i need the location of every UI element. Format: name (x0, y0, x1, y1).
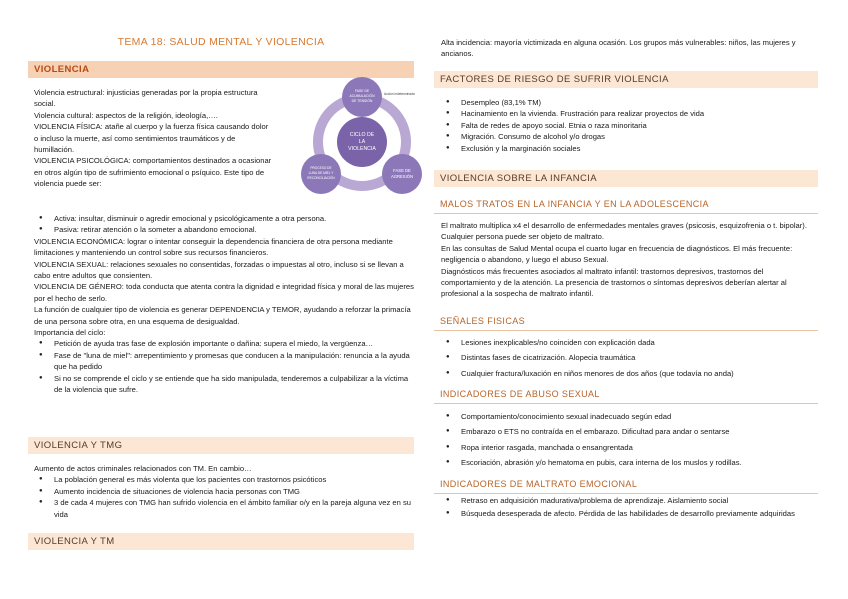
list-item: ● Desempleo (83,1% TM) (441, 97, 819, 108)
list-item: ● Activa: insultar, disminuir o agredir emocional y psicológicamente a otra persona. (34, 213, 414, 224)
list-item: ● Petición de ayuda tras fase de explosión importante o dañina: supera el miedo, la vergüenza… (34, 338, 414, 349)
paragraph: VIOLENCIA ECONÓMICA: lograr o intentar conseguir la dependencia financiera de otra persona mediante limitaciones y manteniendo un control sobre sus recursos financieros. (34, 236, 393, 258)
abuso-list (441, 411, 819, 469)
list-item: ● Si no se comprende el ciclo y se entiende que ha sido manipulada, tenderemos a culpabilizar a la víctima de la violencia que sufre. (34, 373, 414, 396)
tmg-list (34, 474, 414, 520)
list-item: ● Retraso en adquisición madurativa/problema de aprendizaje. Aislamiento social (441, 495, 819, 506)
paragraph: El maltrato multiplica x4 el desarrollo de enfermedades mentales graves (psicosis, esquizofrenia o t. bipolar). Cualquier persona puede ser objeto de maltrato. (441, 221, 807, 242)
section-heading-factores: FACTORES DE RIESGO DE SUFRIR VIOLENCIA (434, 71, 818, 88)
list-item: ● Búsqueda desesperada de afecto. Pérdida de las habilidades de desarrollo previamente adquiridas (441, 508, 819, 519)
paragraph: La función de cualquier tipo de violencia es generar DEPENDENCIA y TEMOR, ayudando a reforzar la primacía de una persona sobre otra, en una esquema de desigualdad. (34, 305, 411, 326)
paragraph: En las consultas de Salud Mental ocupa el cuarto lugar en frecuencia de diagnósticos. El más frecuente: negligencia o abandono, y luego el abuso Sexual. (441, 243, 793, 265)
factores-list (441, 97, 819, 154)
cycle-note: Acción indeterminada (384, 92, 415, 96)
list-item: ● Ropa interior rasgada, manchada o ensangrentada (441, 442, 819, 453)
section-heading-tmg: VIOLENCIA Y TMG (28, 437, 414, 454)
list-item: ● Hacinamiento en la vivienda. Frustración para realizar proyectos de vida (441, 108, 819, 119)
psicologica-list (34, 213, 414, 236)
list-item: ● Comportamiento/conocimiento sexual inadecuado según edad (441, 411, 819, 422)
list-item: ● Exclusión y la marginación sociales (441, 143, 819, 154)
paragraph: VIOLENCIA PSICOLÓGICA: comportamientos destinados a ocasionar en otros algún tipo de sufrimiento emocional o psíquico. Este tipo de violencia puede ser: (34, 156, 272, 189)
list-item: ● Fase de "luna de miel": arrepentimiento y promesas que conducen a la manipulación: renuncia a la ayuda que ha pedido (34, 350, 414, 373)
section-heading-violencia: VIOLENCIA (28, 61, 414, 78)
cycle-center-text: VIOLENCIA (348, 146, 376, 152)
subheading-senales: SEÑALES FISICAS (434, 314, 818, 331)
cycle-diagram (298, 76, 428, 202)
factores-body (441, 97, 819, 154)
paragraph: VIOLENCIA SEXUAL: relaciones sexuales no consentidas, forzadas o impuestas al otro, incluso si se llevan a cabo entre adultos que consienten. (34, 259, 404, 281)
subheading-abuso: INDICADORES DE ABUSO SEXUAL (434, 387, 818, 404)
senales-body (441, 337, 819, 379)
cycle-top-text: DE TENSIÓN (351, 99, 373, 103)
paragraph: VIOLENCIA FÍSICA: atañe al cuerpo y la fuerza física causando dolor o incluso la muerte, así como sentimientos traumáticos y de humillación. (34, 122, 269, 155)
cycle-top-text: FASE DE (354, 89, 370, 93)
cycle-top-text: ACUMULACIÓN (349, 94, 375, 98)
cycle-center-text: LA (358, 139, 366, 145)
paragraph: Aumento de actos criminales relacionados con TM. En cambio… (34, 464, 252, 473)
list-item: ● Aumento incidencia de situaciones de violencia hacia personas con TMG (34, 486, 414, 497)
abuso-body (441, 411, 819, 469)
section-heading-infancia: VIOLENCIA SOBRE LA INFANCIA (434, 170, 818, 187)
list-item: ● 3 de cada 4 mujeres con TMG han sufrido violencia en el ámbito familiar o/y en la pareja alguna vez en su vida (34, 497, 414, 520)
paragraph: Alta incidencia: mayoría victimizada en alguna ocasión. Los grupos más vulnerables: niños, las mujeres y ancianos. (441, 38, 796, 59)
tmg-body (34, 463, 414, 520)
paragraph: Diagnósticos más frecuentes asociados al maltrato infantil: trastornos depresivos, trastornos del comportamiento y de la atención. La presencia de trastornos o síntomas depresivos deberían alertar al profesional a la sospecha de maltrato infantil. (441, 266, 787, 299)
paragraph: Violencia estructural: injusticias generadas por la propia estructura social. (34, 88, 258, 109)
cycle-right-text: AGRESIÓN (390, 174, 414, 179)
violencia-body (34, 213, 414, 396)
maltratos-body (441, 220, 819, 300)
list-item: ● Cualquier fractura/luxación en niños menores de dos años (que todavía no anda) (441, 368, 819, 379)
right-intro (441, 37, 819, 60)
list-item: ● Migración. Consumo de alcohol y/o drogas (441, 131, 819, 142)
paragraph: Violencia cultural: aspectos de la religión, ideología,…. (34, 110, 218, 120)
violencia-intro (34, 87, 274, 190)
senales-list (441, 337, 819, 379)
cycle-center-text: CICLO DE (349, 132, 375, 138)
list-item: ● Lesiones inexplicables/no coinciden con explicación dada (441, 337, 819, 348)
list-item: ● Embarazo o ETS no contraída en el embarazo. Dificultad para andar o sentarse (441, 426, 819, 437)
subheading-emocional: INDICADORES DE MALTRATO EMOCIONAL (434, 477, 818, 494)
list-item: ● Distintas fases de cicatrización. Alopecia traumática (441, 352, 819, 363)
section-heading-tm: VIOLENCIA Y TM (28, 533, 414, 550)
list-item: ● Falta de redes de apoyo social. Etnia o raza minoritaria (441, 120, 819, 131)
cycle-left-text: PROCESO DE (310, 166, 332, 170)
list-item: ● Pasiva: retirar atención o la someter a abandono emocional. (34, 224, 414, 235)
ciclo-list (34, 338, 414, 395)
cycle-left-text: LUNA DE MIEL Y (308, 171, 334, 175)
list-item: ● Escoriación, abrasión y/o hematoma en pubis, cara interna de los muslos y rodillas. (441, 457, 819, 468)
list-item: ● La población general es más violenta que los pacientes con trastornos psicóticos (34, 474, 414, 485)
emocional-list (441, 495, 819, 520)
emocional-body (441, 495, 819, 520)
cycle-right-text: FASE DE (393, 168, 411, 173)
subheading-maltratos: MALOS TRATOS EN LA INFANCIA Y EN LA ADOLESCENCIA (434, 197, 818, 214)
paragraph: VIOLENCIA DE GÉNERO: toda conducta que atenta contra la dignidad e integridad física y moral de las mujeres por el hecho de serlo. (34, 282, 414, 303)
paragraph: Importancia del ciclo: (34, 328, 106, 338)
cycle-left-text: RECONCILIACIÓN (307, 176, 335, 180)
page-title: TEMA 18: SALUD MENTAL Y VIOLENCIA (117, 36, 325, 48)
